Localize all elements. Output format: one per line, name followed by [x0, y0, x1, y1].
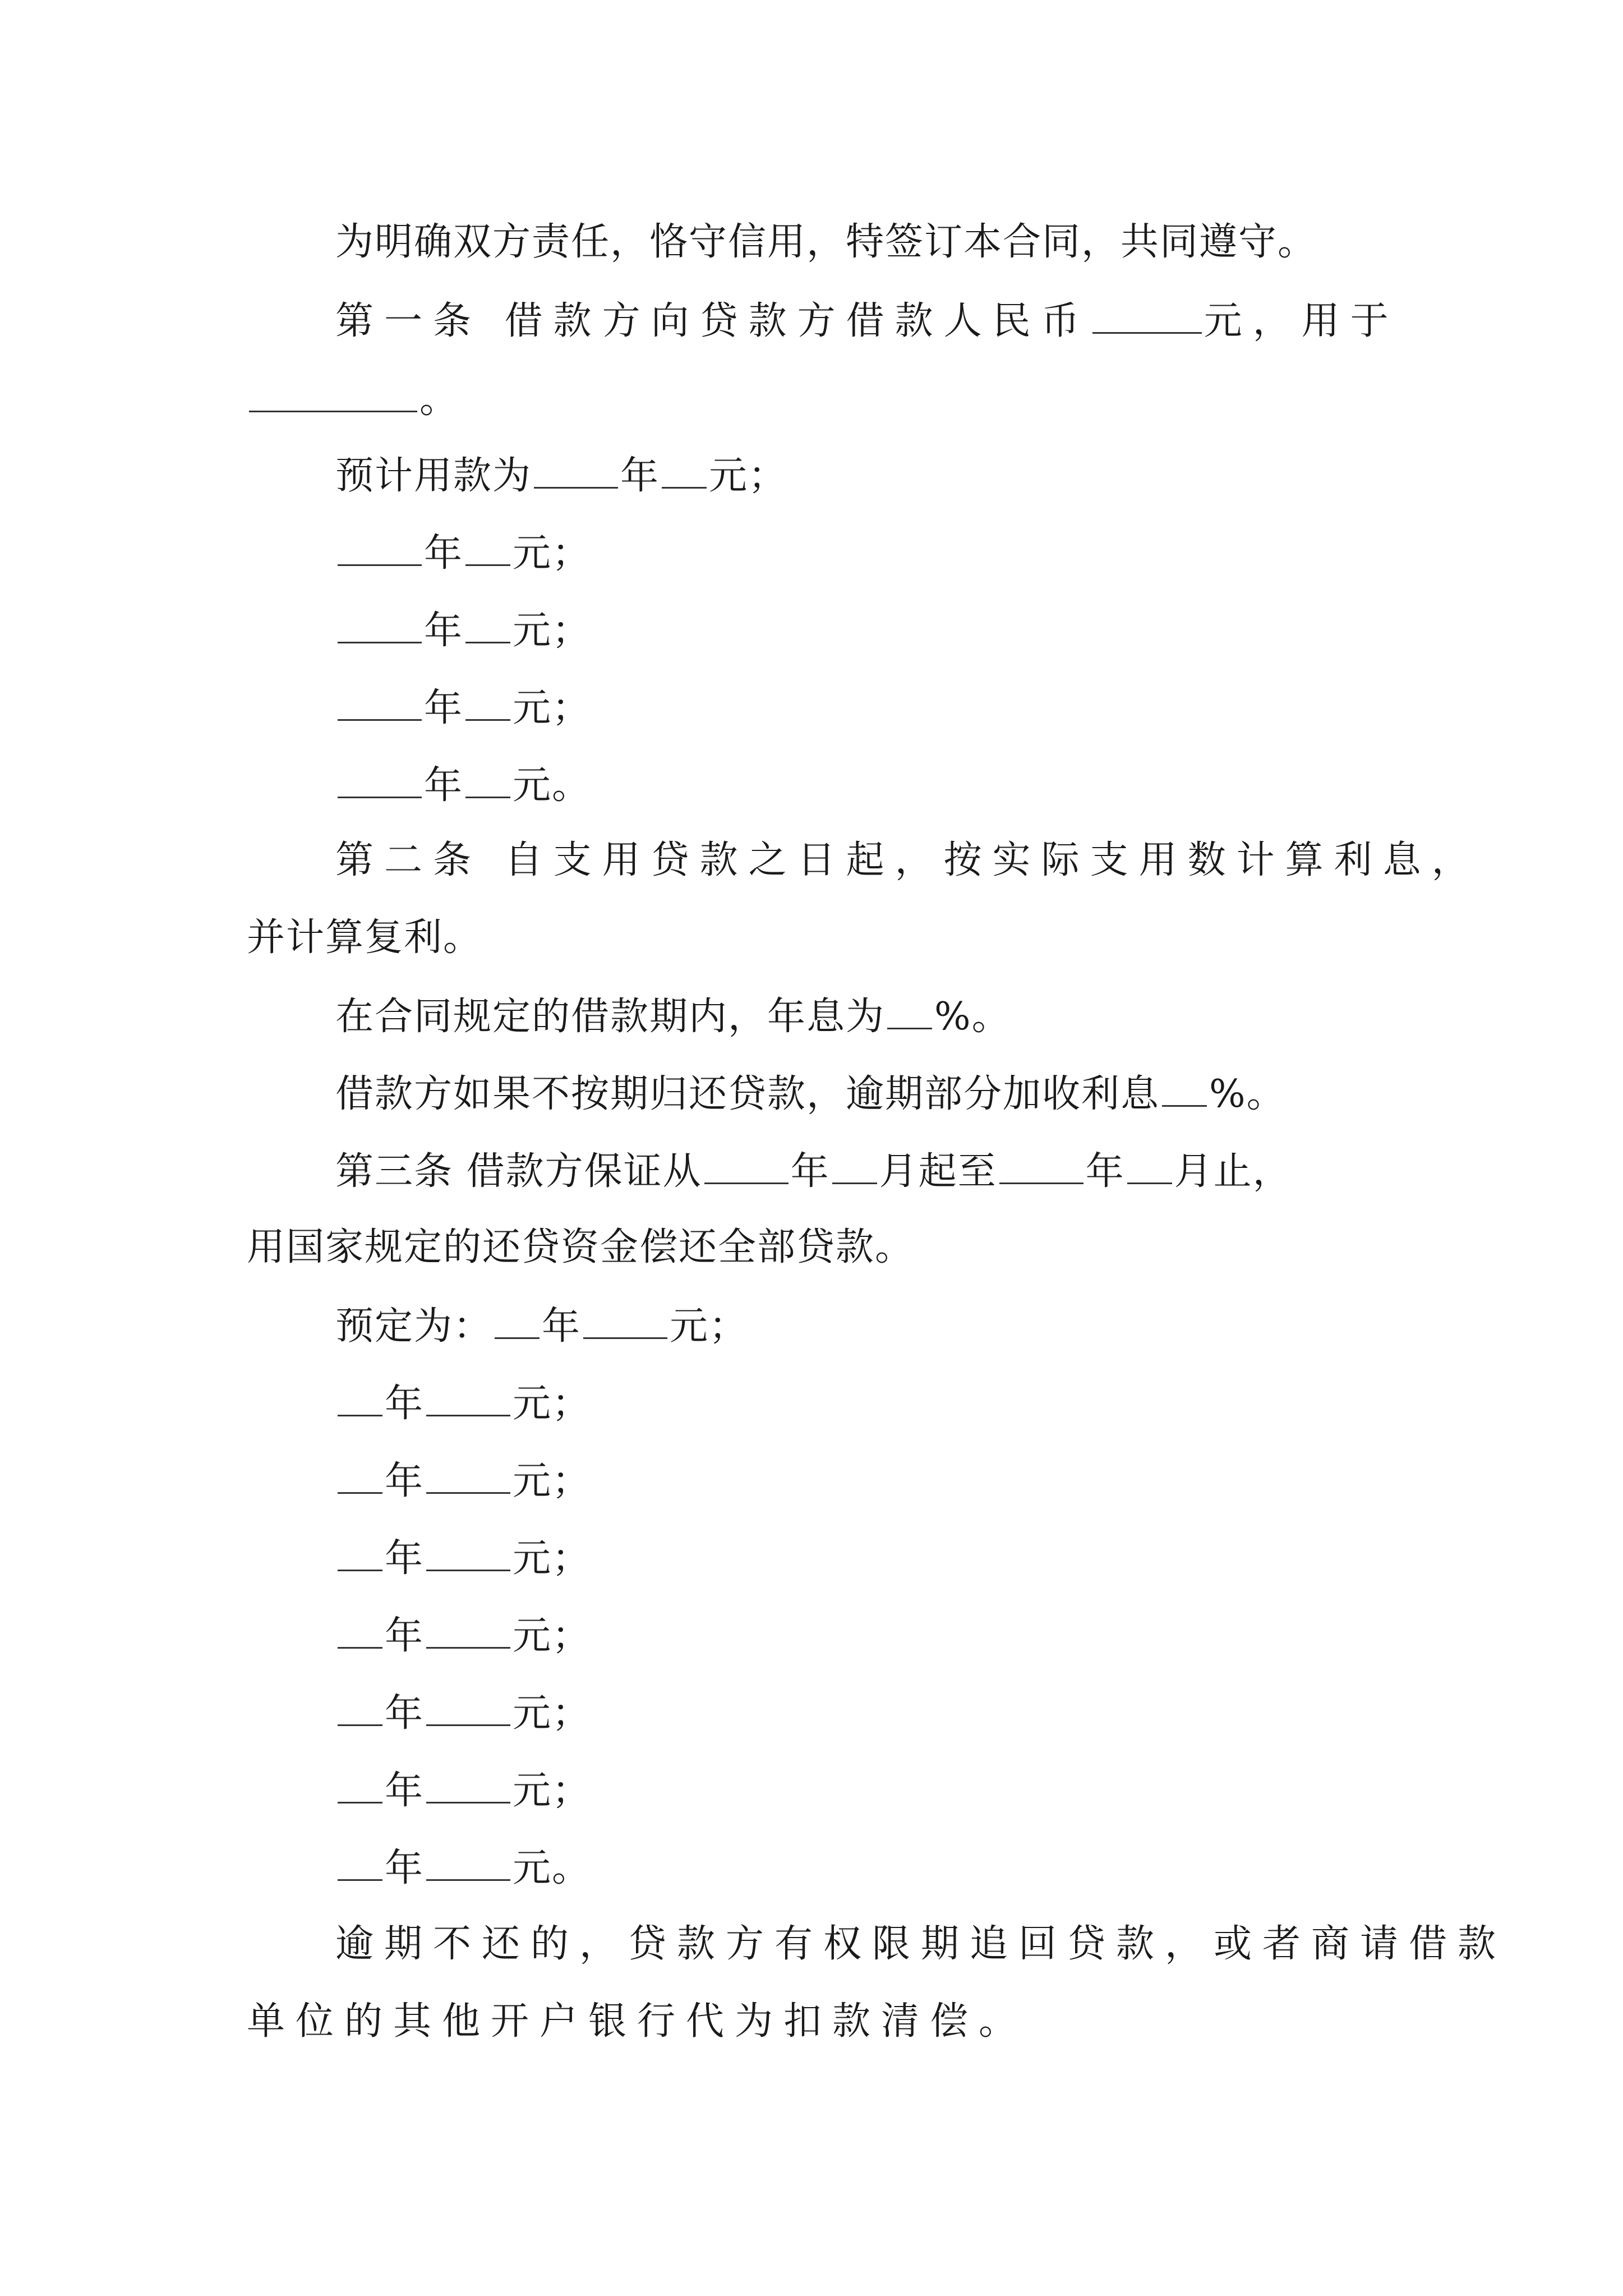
year-blank[interactable] — [338, 1770, 382, 1803]
rate-line — [335, 994, 1011, 1039]
plan-row-4 — [335, 763, 592, 808]
amount-blank[interactable] — [426, 1848, 510, 1881]
article-3-line-a — [335, 1149, 1292, 1194]
year-label: 年 — [790, 1149, 830, 1194]
percent-label: %。 — [1209, 1071, 1286, 1116]
article-1-line-b — [247, 377, 459, 422]
overdue-rate-blank[interactable] — [1162, 1074, 1207, 1107]
amount-blank[interactable] — [426, 1693, 510, 1726]
recovery-end: 单位的其他开户银行代为扣款清偿。 — [247, 1999, 1028, 2044]
amount-blank[interactable] — [465, 533, 510, 566]
plan-row-2 — [335, 608, 592, 653]
yuan-label: 元； — [513, 1691, 592, 1736]
year-label: 年 — [424, 685, 464, 730]
overdue-rate-text: 借款方如果不按期归还贷款，逾期部分加收利息 — [335, 1071, 1160, 1116]
yuan-label: 元。 — [513, 763, 592, 808]
amount-blank[interactable] — [583, 1306, 667, 1339]
amount-blank[interactable] — [662, 455, 707, 489]
recovery-text: 逾期不还的，贷款方有权限期追回贷款，或者商请借款 — [335, 1922, 1507, 1966]
yuan-label: 元； — [513, 685, 592, 730]
plan-head-text: 预计用款为 — [335, 453, 532, 498]
recovery-line-b — [247, 1999, 1028, 2044]
amount-blank[interactable] — [426, 1770, 510, 1803]
article-1-suffix: 元，用于 — [1204, 298, 1399, 343]
year-label: 年 — [385, 1381, 425, 1426]
article-3-end: 用国家规定的还贷资金偿还全部贷款。 — [247, 1225, 915, 1269]
amount-blank[interactable] — [465, 610, 510, 643]
yuan-label: 元； — [513, 608, 592, 653]
year-blank[interactable] — [338, 1383, 382, 1416]
article-2-text: 第二条 自支用贷款之日起，按实际支用数计算利息， — [335, 838, 1481, 882]
intro-line — [335, 220, 1317, 264]
article-2-end: 并计算复利。 — [247, 915, 483, 960]
start-year-blank[interactable] — [704, 1151, 789, 1184]
year-blank[interactable] — [338, 1538, 382, 1571]
article-3-line-b — [247, 1225, 915, 1269]
amount-blank[interactable] — [426, 1538, 510, 1571]
year-blank[interactable] — [338, 688, 422, 721]
recovery-line-a — [335, 1922, 1507, 1966]
year-label: 年 — [385, 1613, 425, 1658]
yuan-label: 元； — [513, 531, 592, 576]
rate-text: 在合同规定的借款期内，年息为 — [335, 994, 886, 1039]
year-blank[interactable] — [338, 1693, 382, 1726]
amount-blank[interactable] — [465, 688, 510, 721]
article-1-text: 第一条 借款方向贷款方借款人民币 — [335, 298, 1090, 343]
year-blank[interactable] — [338, 1848, 382, 1881]
year-label: 年 — [424, 763, 464, 808]
yuan-label: 元； — [513, 1613, 592, 1658]
intro-text: 为明确双方责任，恪守信用，特签订本合同，共同遵守。 — [335, 220, 1317, 264]
year-label: 年 — [385, 1458, 425, 1503]
year-label: 年 — [385, 1846, 425, 1890]
end-year-blank[interactable] — [999, 1151, 1083, 1184]
overdue-rate-line — [335, 1071, 1286, 1116]
amount-blank[interactable] — [1092, 301, 1202, 334]
purpose-blank[interactable] — [249, 379, 417, 412]
article-1-line-a — [335, 298, 1399, 343]
month-end-label: 月止， — [1174, 1149, 1292, 1194]
year-label: 年 — [385, 1768, 425, 1813]
year-label: 年 — [620, 453, 660, 498]
schedule-row-3 — [335, 1536, 592, 1581]
amount-blank[interactable] — [426, 1616, 510, 1649]
schedule-row-2 — [335, 1458, 592, 1503]
yuan-label: 元； — [670, 1304, 749, 1349]
month-to-label: 月起至 — [879, 1149, 997, 1194]
year-label: 年 — [424, 608, 464, 653]
schedule-row-1 — [335, 1381, 592, 1426]
year-label: 年 — [542, 1304, 582, 1349]
year-blank[interactable] — [338, 1616, 382, 1649]
year-blank[interactable] — [338, 610, 422, 643]
plan-row-1 — [335, 531, 592, 576]
amount-blank[interactable] — [465, 765, 510, 798]
year-label: 年 — [424, 531, 464, 576]
schedule-row-7 — [335, 1848, 591, 1888]
year-blank[interactable] — [338, 533, 422, 566]
year-label: 年 — [385, 1536, 425, 1581]
year-label: 年 — [1085, 1149, 1125, 1194]
year-blank[interactable] — [338, 1461, 382, 1494]
yuan-label: 元； — [513, 1768, 592, 1813]
yuan-label: 元； — [513, 1381, 592, 1426]
end-month-blank[interactable] — [1127, 1151, 1172, 1184]
yuan-label: 元； — [513, 1458, 592, 1503]
schedule-row-5 — [335, 1691, 592, 1736]
amount-blank[interactable] — [426, 1383, 510, 1416]
schedule-row-4 — [335, 1613, 592, 1658]
yuan-label: 元； — [709, 453, 788, 498]
plan-row-3 — [335, 685, 592, 730]
year-blank[interactable] — [534, 455, 618, 489]
year-label: 年 — [385, 1691, 425, 1736]
yuan-label: 元； — [513, 1536, 592, 1581]
year-blank[interactable] — [495, 1306, 540, 1339]
amount-blank[interactable] — [426, 1461, 510, 1494]
percent-label: %。 — [934, 994, 1011, 1039]
plan-head-line — [335, 453, 788, 498]
rate-blank[interactable] — [887, 996, 932, 1029]
article-2-line-a — [335, 838, 1481, 882]
schedule-head-text: 预定为： — [335, 1304, 493, 1349]
article-1-end: 。 — [419, 377, 459, 422]
year-blank[interactable] — [338, 765, 422, 798]
article-3-text: 第三条 借款方保证从 — [335, 1149, 702, 1194]
start-month-blank[interactable] — [832, 1151, 877, 1184]
schedule-head-line — [335, 1304, 749, 1349]
article-2-line-b — [247, 915, 483, 960]
yuan-label: 元。 — [513, 1846, 592, 1890]
schedule-row-6 — [335, 1768, 592, 1813]
